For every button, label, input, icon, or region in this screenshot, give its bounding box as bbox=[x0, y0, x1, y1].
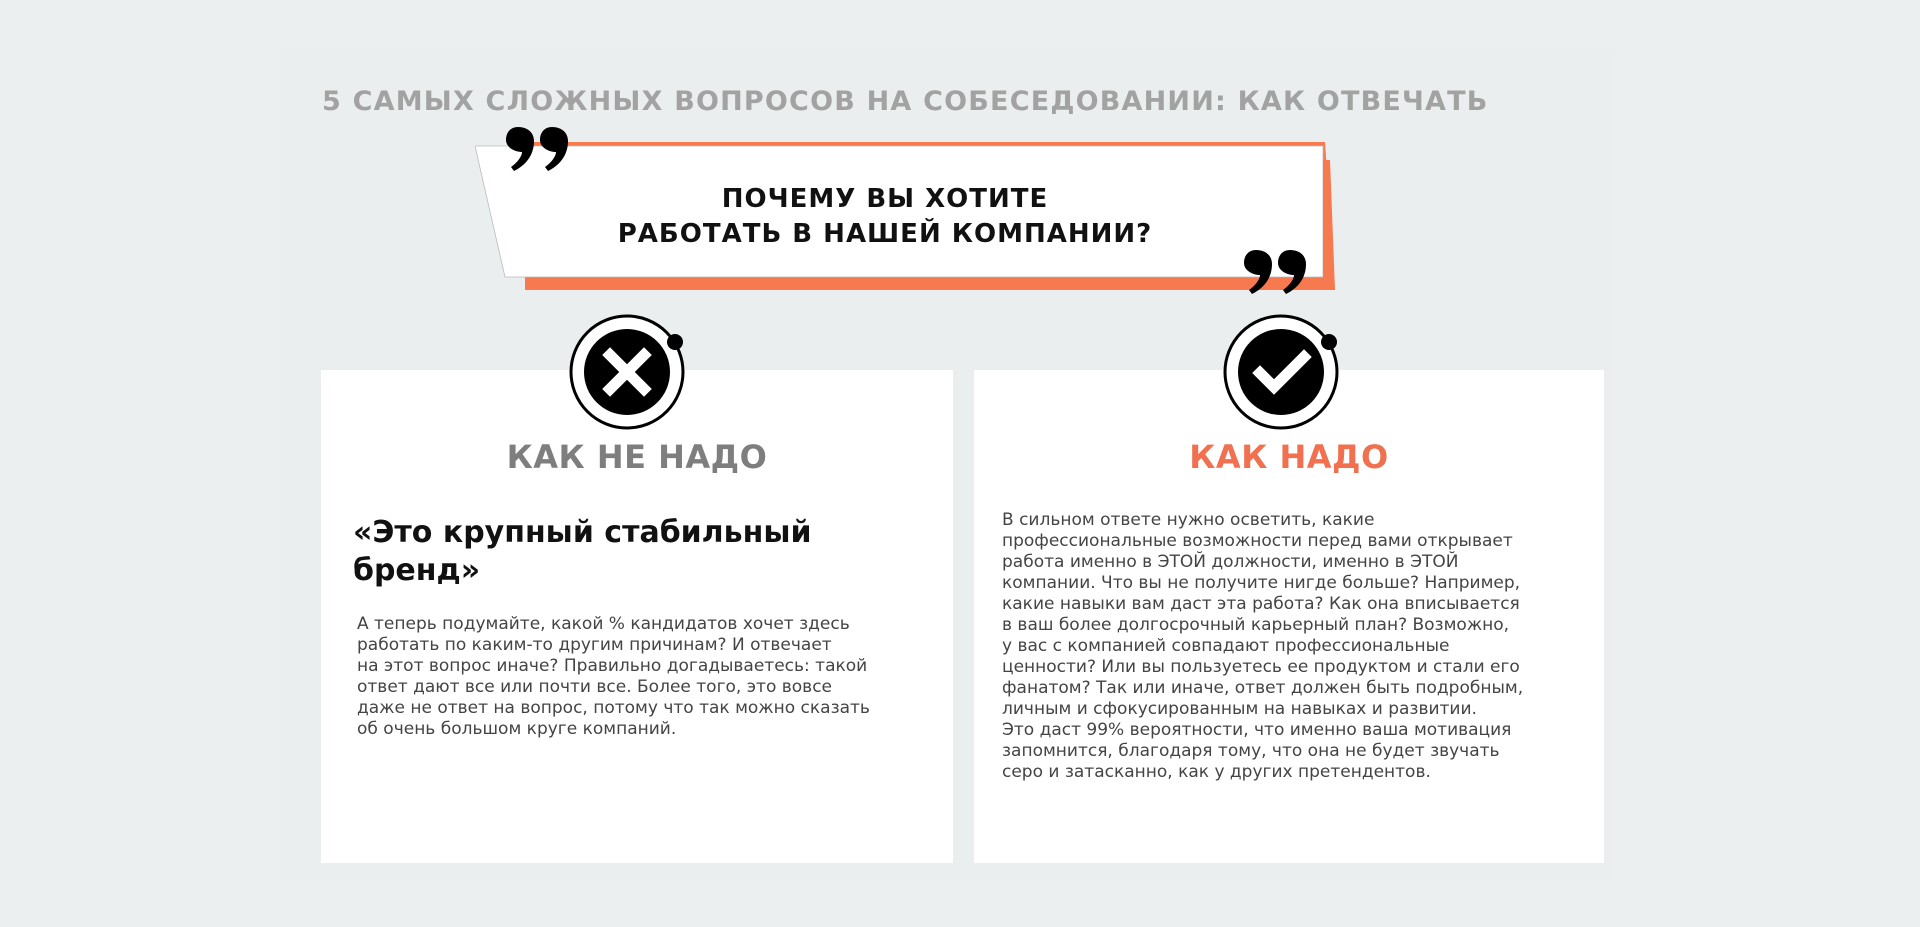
body-line: серо и затасканно, как у других претендентов. bbox=[1002, 762, 1431, 782]
body-line: какие навыки вам даст эта работа? Как она вписывается bbox=[1002, 594, 1520, 614]
wrong-heading: КАК НЕ НАДО bbox=[506, 438, 768, 476]
body-line: личным и сфокусированным на навыках и развитии. bbox=[1002, 699, 1477, 719]
checkmark-icon bbox=[1216, 307, 1346, 437]
body-line: у вас с компанией совпадают профессиональные bbox=[1002, 636, 1450, 656]
body-line: работать по каким-то другим причинам? И отвечает bbox=[357, 635, 832, 655]
question-text bbox=[545, 182, 1225, 252]
body-line: В сильном ответе нужно осветить, какие bbox=[1002, 510, 1375, 530]
body-line: фанатом? Так или иначе, ответ должен быть подробным, bbox=[1002, 678, 1524, 698]
banner-edge bbox=[1323, 160, 1335, 290]
body-line: запомнится, благодаря тому, что она не будет звучать bbox=[1002, 741, 1500, 761]
close-quote-icon bbox=[1238, 248, 1318, 308]
page-title: 5 САМЫХ СЛОЖНЫХ ВОПРОСОВ НА СОБЕСЕДОВАНИИ: КАК ОТВЕЧАТЬ bbox=[322, 86, 1489, 117]
right-badge bbox=[1216, 307, 1346, 437]
body-line: компании. Что вы не получите нигде больше? Например, bbox=[1002, 573, 1521, 593]
body-line: в ваш более долгосрочный карьерный план? Возможно, bbox=[1002, 615, 1510, 635]
question-line: РАБОТАТЬ В НАШЕЙ КОМПАНИИ? bbox=[617, 219, 1153, 249]
right-answer-card bbox=[974, 370, 1604, 863]
wrong-answer-card bbox=[321, 370, 953, 863]
cross-icon bbox=[562, 307, 692, 437]
wrong-quote: «Это крупный стабильный бренд» bbox=[353, 515, 812, 588]
body-line: об очень большом круге компаний. bbox=[357, 719, 677, 739]
wrong-body bbox=[357, 614, 937, 740]
body-line: профессиональные возможности перед вами открывает bbox=[1002, 531, 1513, 551]
right-heading: КАК НАДО bbox=[1189, 438, 1389, 476]
question-line: ПОЧЕМУ ВЫ ХОТИТЕ bbox=[721, 184, 1049, 214]
body-line: Это даст 99% вероятности, что именно ваша мотивация bbox=[1002, 720, 1512, 740]
body-line: работа именно в ЭТОЙ должности, именно в ЭТОЙ bbox=[1002, 552, 1459, 572]
wrong-badge bbox=[562, 307, 692, 437]
body-line: ценности? Или вы пользуетесь ее продуктом и стали его bbox=[1002, 657, 1520, 677]
question-banner bbox=[475, 120, 1345, 320]
open-quote-icon bbox=[500, 125, 580, 185]
body-line: на этот вопрос иначе? Правильно догадываетесь: такой bbox=[357, 656, 868, 676]
right-body bbox=[1002, 510, 1592, 783]
body-line: ответ дают все или почти все. Более того, это вовсе bbox=[357, 677, 832, 697]
body-line: А теперь подумайте, какой % кандидатов хочет здесь bbox=[357, 614, 850, 634]
body-line: даже не ответ на вопрос, потому что так можно сказать bbox=[357, 698, 870, 718]
